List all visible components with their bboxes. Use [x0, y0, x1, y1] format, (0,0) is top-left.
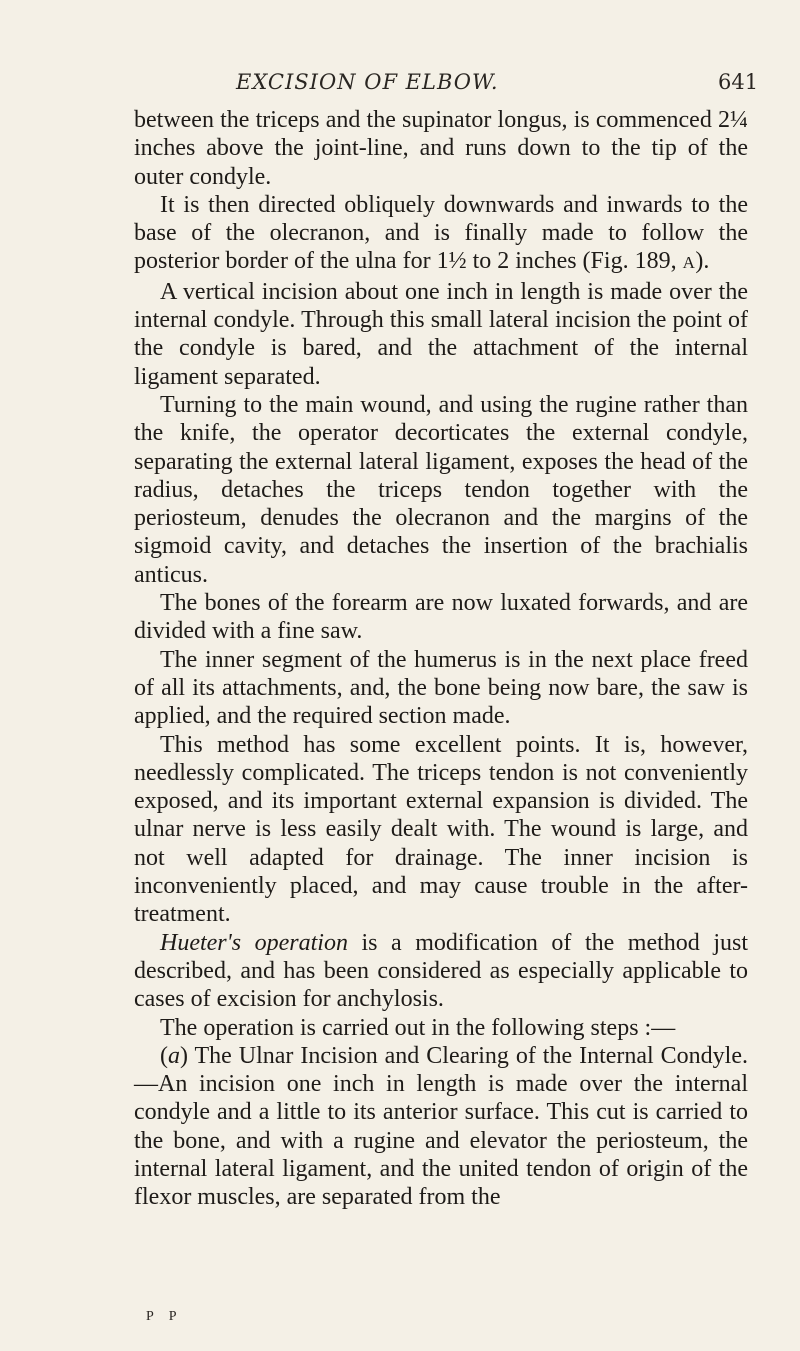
page-number: 641 — [718, 70, 759, 94]
paragraph-2 — [134, 191, 748, 278]
paragraph-8 — [134, 929, 748, 1014]
running-title: EXCISION OF ELBOW. — [236, 70, 499, 94]
paragraph-10 — [134, 1042, 748, 1212]
paragraph-5: The bones of the forearm are now luxated forwards, and are divided with a fine saw. — [134, 590, 748, 645]
operation-name: Hueter's operation — [160, 929, 348, 956]
paragraph-4: Turning to the main wound, and using the rugine rather than the knife, the operator decorticates the external condyle, separating the external lateral ligament, exposes the head of the radius, detaches the triceps tendon together with the periosteum, denudes the olecranon and the margins of the sigmoid cavity, and detaches the insertion of the brachialis anticus. — [134, 391, 748, 588]
text-run: between the triceps and the supinator longus, is commenced — [134, 107, 718, 133]
text-run: ). — [695, 248, 710, 275]
paragraph-1 — [134, 106, 748, 191]
paragraph-3: A vertical incision about one inch in length is made over the internal condyle. Through this small lateral incision the point of the condyle is bared, and the attachment of the internal ligament separated. — [134, 278, 748, 390]
text-run: is a modification of the method just described, and has been considered as especially applicable to cases of excision for anchylosis. — [134, 929, 748, 1013]
text-run: ( — [160, 1042, 168, 1069]
text-run: ) The Ulnar Incision and Clearing of the Internal Condyle.—An incision one inch in length is made over the internal condyle and a little to its anterior surface. This cut is carried to the bone, and with a rugine and elevator the periosteum, the internal lateral ligament, and the united tendon of origin of the flexor muscles, are separated from the — [134, 1042, 748, 1211]
body-text — [134, 106, 748, 1212]
text-run: to 2 inches (Fig. 189, — [466, 248, 683, 275]
fraction: 1½ — [436, 248, 467, 275]
signature-mark: P P — [146, 1309, 183, 1324]
paragraph-9: The operation is carried out in the following steps :— — [160, 1014, 676, 1041]
text-run: It is then directed obliquely downwards and inwards to the base of the olecranon, and is finally made to follow the posterior border of the ulna for — [134, 191, 748, 275]
figure-reference: A — [682, 253, 696, 273]
paragraph-6: The inner segment of the humerus is in the next place freed of all its attachments, and, the bone being now bare, the saw is applied, and the required section made. — [134, 646, 748, 730]
paragraph-7: This method has some excellent points. It is, however, needlessly complicated. The triceps tendon is not conveniently exposed, and its important external expansion is divided. The ulnar nerve is less easily dealt with. The wound is large, and not well adapted for drainage. The inner incision is inconveniently placed, and may cause trouble in the after-treatment. — [134, 731, 748, 928]
text-run: inches above the joint-line, and runs down to the tip of the outer condyle. — [134, 135, 748, 190]
fraction: 2¼ — [718, 107, 748, 133]
step-letter: a — [168, 1042, 180, 1069]
